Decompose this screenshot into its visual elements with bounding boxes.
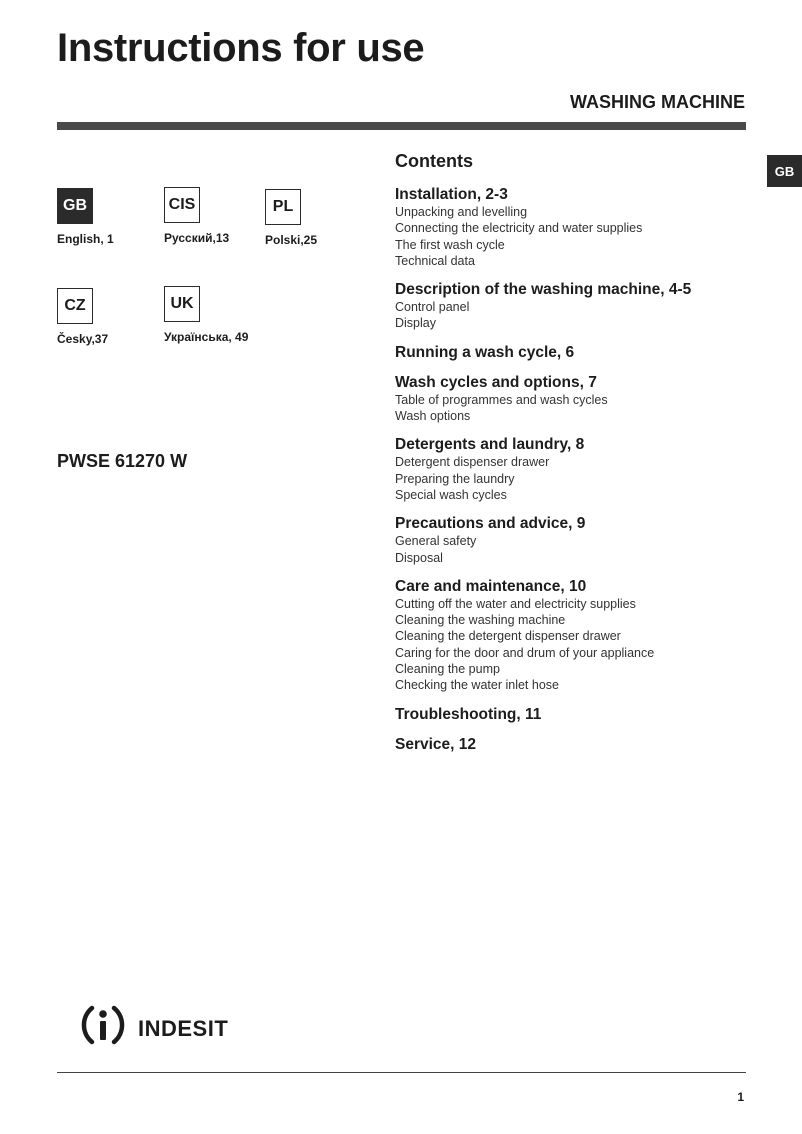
section-title[interactable]: Service, 12 (395, 735, 477, 753)
section-item[interactable]: Cleaning the washing machine (395, 613, 566, 628)
contents-heading: Contents (395, 151, 473, 171)
section-item[interactable]: Cleaning the pump (395, 662, 500, 677)
language-code-box: PL (265, 189, 301, 225)
language-gb[interactable] (57, 188, 157, 246)
section-title[interactable]: Installation, 2-3 (395, 186, 508, 203)
model-number: PWSE 61270 W (57, 451, 188, 471)
language-label: Русский,13 (164, 231, 230, 245)
section-item[interactable]: Table of programmes and wash cycles (395, 392, 608, 407)
contents-section (395, 374, 755, 425)
contents-section (395, 736, 755, 754)
section-title[interactable]: Precautions and advice, 9 (395, 515, 586, 533)
language-label: Українська, 49 (164, 330, 249, 344)
language-cz[interactable] (57, 288, 157, 346)
section-item[interactable]: Checking the water inlet hose (395, 678, 559, 693)
section-title[interactable]: Detergents and laundry, 8 (395, 436, 585, 454)
header-rule (57, 122, 746, 130)
section-item[interactable]: Wash options (395, 409, 471, 424)
language-code-box: CIS (164, 187, 200, 223)
page-number: 1 (737, 1090, 744, 1104)
section-item[interactable]: Unpacking and levelling (395, 205, 528, 219)
language-label: Polski,25 (265, 233, 318, 247)
table-of-contents (395, 151, 755, 766)
section-title[interactable]: Wash cycles and options, 7 (395, 373, 597, 391)
language-pl[interactable] (265, 189, 365, 247)
language-side-tab: GB (767, 155, 802, 187)
section-item[interactable]: Preparing the laundry (395, 471, 515, 486)
section-title[interactable]: Running a wash cycle, 6 (395, 343, 575, 361)
language-label: Česky,37 (57, 332, 109, 346)
section-item[interactable]: Connecting the electricity and water supplies (395, 221, 643, 236)
brand-logo (78, 1000, 228, 1050)
footer-rule (57, 1072, 746, 1073)
contents-section (395, 515, 755, 566)
contents-section (395, 436, 755, 503)
brand-name: indesit (138, 1006, 229, 1043)
language-cis[interactable] (164, 187, 264, 245)
contents-section (395, 281, 755, 332)
section-title[interactable]: Troubleshooting, 11 (395, 705, 542, 723)
section-item[interactable]: The first wash cycle (395, 237, 505, 252)
section-item[interactable]: Special wash cycles (395, 487, 507, 502)
language-code-box: UK (164, 286, 200, 322)
language-code-box: GB (57, 188, 93, 224)
section-item[interactable]: Disposal (395, 550, 443, 565)
section-title[interactable]: Care and maintenance, 10 (395, 577, 587, 595)
section-item[interactable]: Caring for the door and drum of your appliance (395, 645, 655, 660)
indesit-logo-icon (78, 1000, 128, 1050)
contents-sections (395, 186, 755, 754)
language-label: English, 1 (57, 232, 114, 246)
contents-section (395, 186, 755, 269)
section-item[interactable]: Control panel (395, 300, 470, 315)
contents-section (395, 578, 755, 694)
page-title: Instructions for use (57, 26, 425, 70)
language-code-box: CZ (57, 288, 93, 324)
section-item[interactable]: Technical data (395, 253, 475, 268)
contents-section (395, 344, 755, 362)
contents-section (395, 706, 755, 724)
section-title[interactable]: Description of the washing machine, 4-5 (395, 281, 692, 299)
section-item[interactable]: Display (395, 316, 436, 331)
section-item[interactable]: Cutting off the water and electricity supplies (395, 596, 636, 611)
section-item[interactable]: General safety (395, 534, 477, 549)
section-item[interactable]: Detergent dispenser drawer (395, 455, 550, 470)
language-uk[interactable] (164, 286, 264, 344)
product-type: WASHING MACHINE (570, 92, 745, 112)
section-item[interactable]: Cleaning the detergent dispenser drawer (395, 629, 621, 644)
